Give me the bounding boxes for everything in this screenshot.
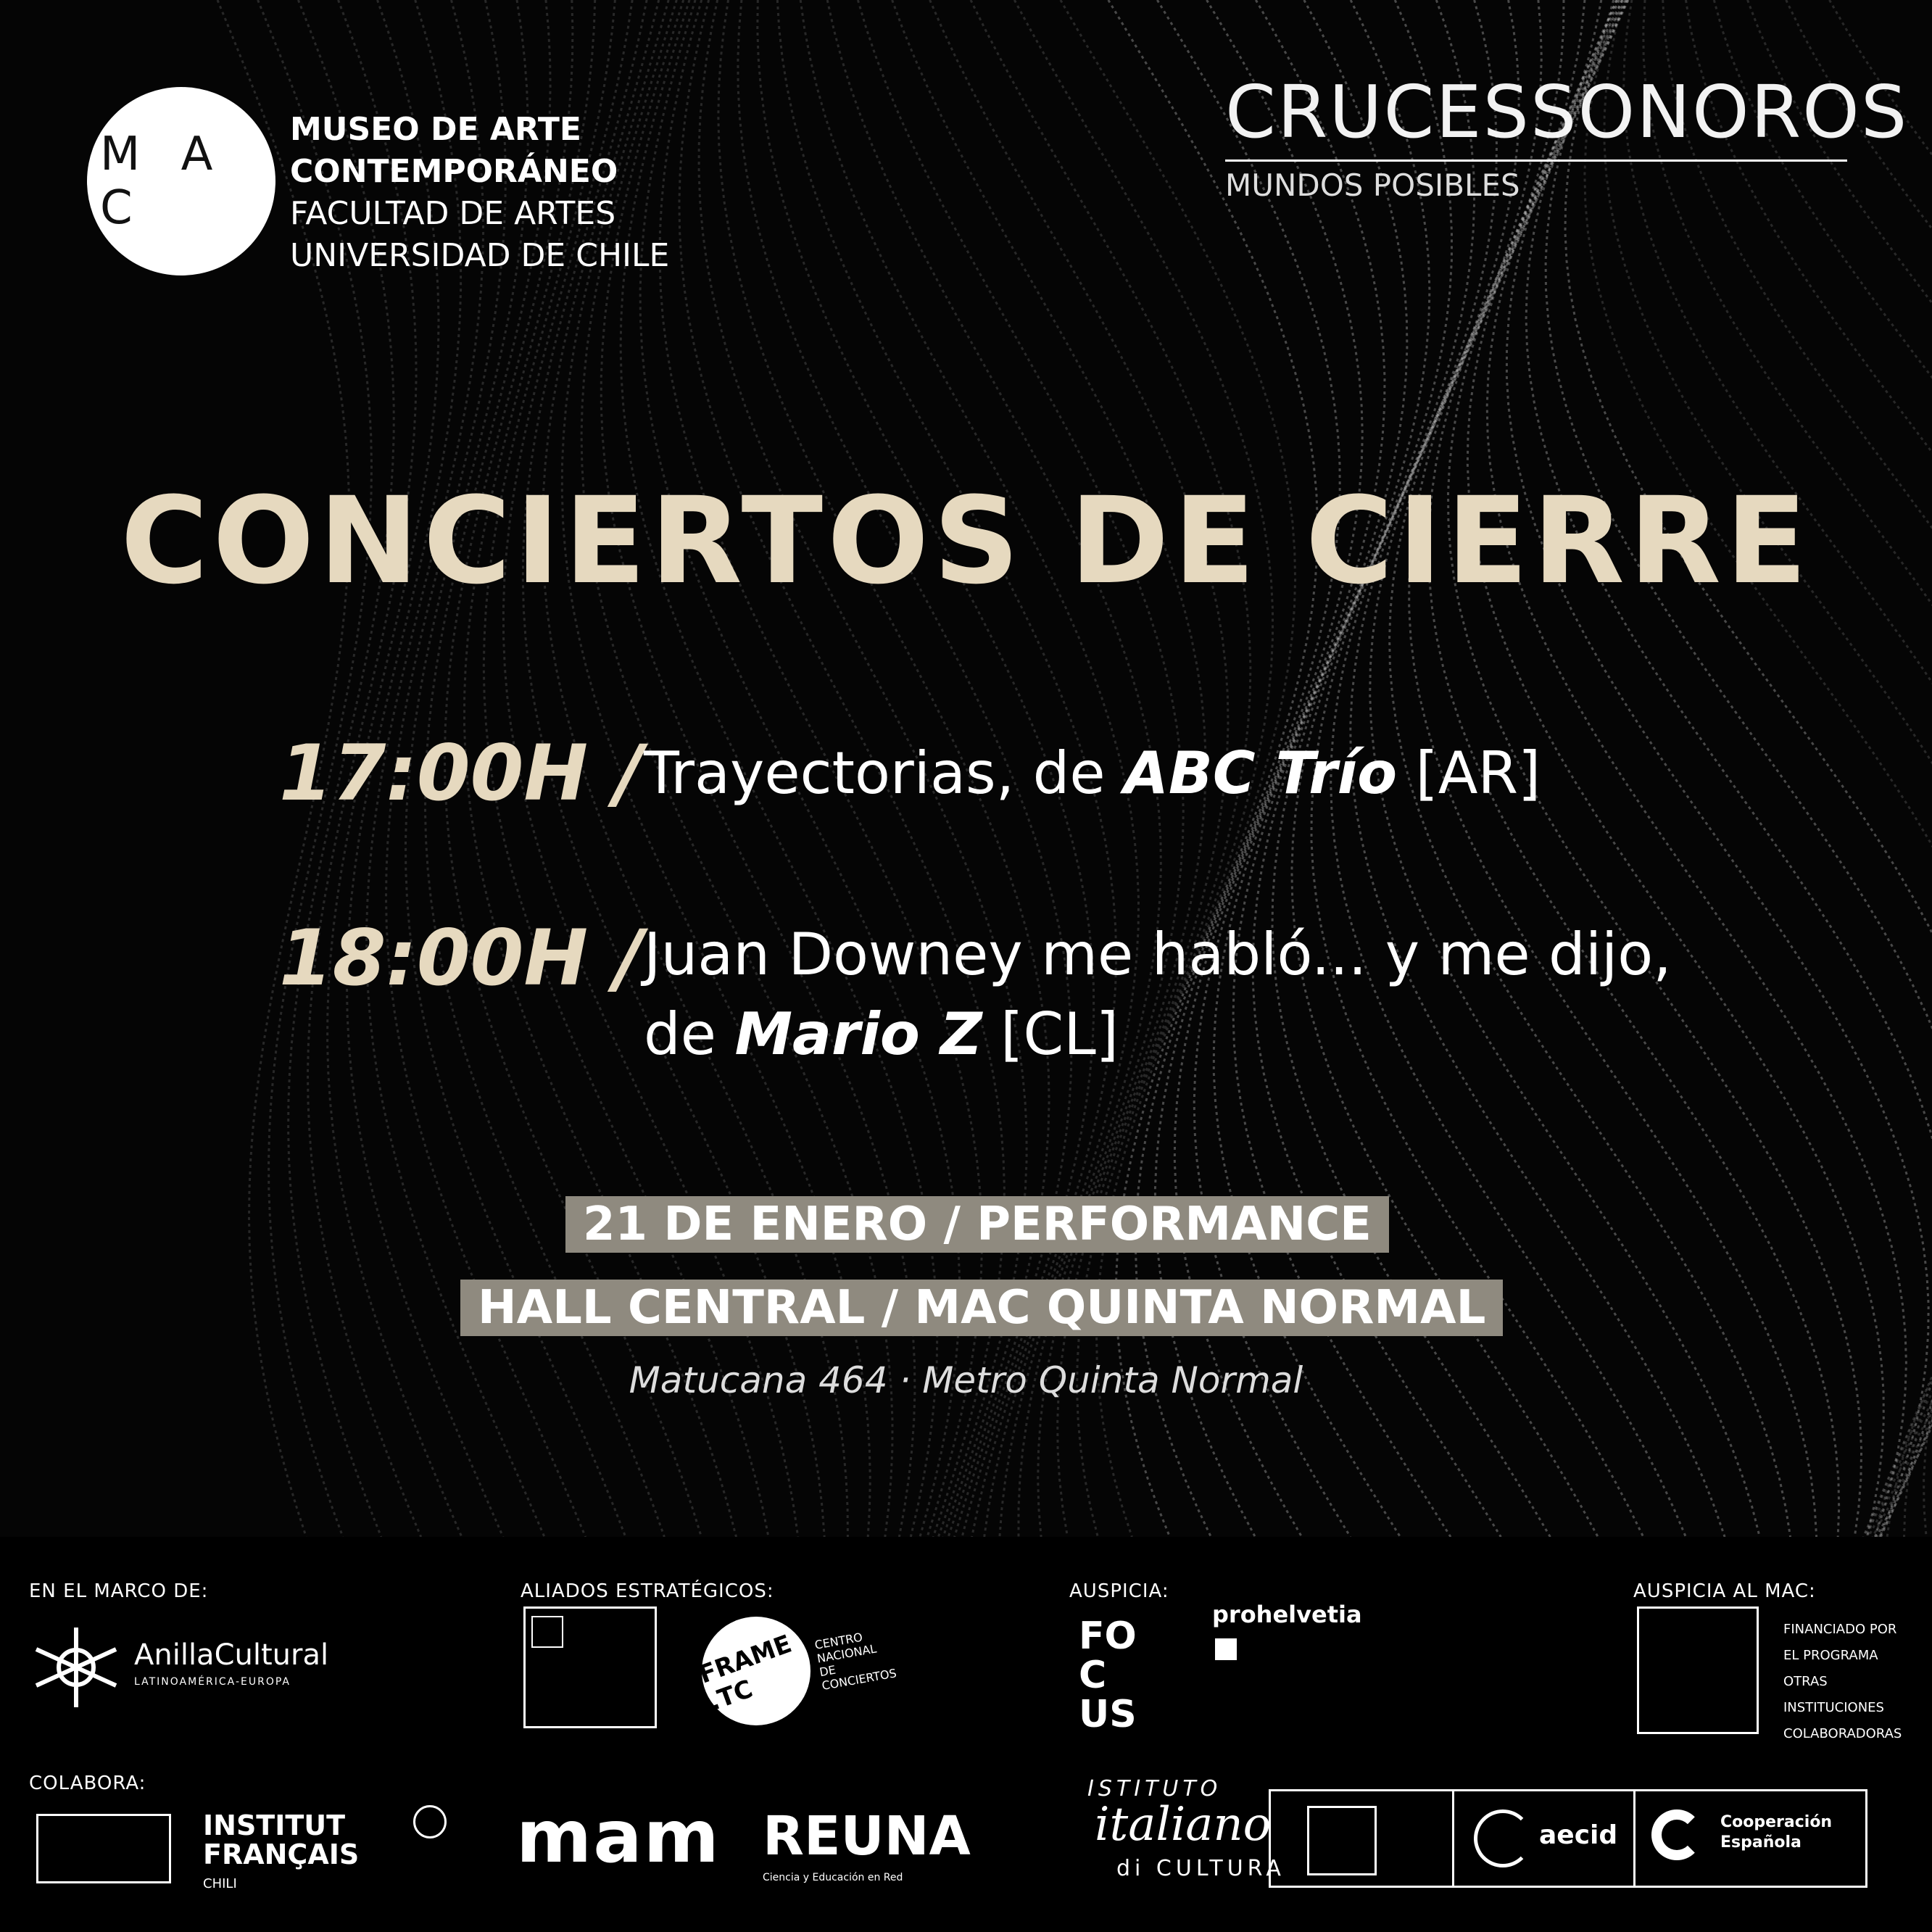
embassy-icon [413,1805,447,1838]
museum-line2: CONTEMPORÁNEO [290,153,618,190]
museum-line3: FACULTAD DE ARTES [290,195,616,232]
program-artist-1: ABC Trío [1124,739,1398,807]
wave-line [1546,0,1932,1537]
wave-line [1714,0,1932,1537]
anilla-logo: AnillaCultural [134,1638,329,1672]
republique-logo [36,1814,171,1883]
snowflake-icon [29,1624,123,1711]
gov-chile-logo [523,1606,657,1728]
coop-line2: Española [1720,1833,1802,1852]
institut-sub: CHILI [203,1876,237,1891]
museum-line4: UNIVERSIDAD DE CHILE [290,237,670,274]
focus-logo: FOCUS [1079,1614,1137,1736]
sponsor-head-mac: AUSPICIA AL MAC: [1633,1580,1816,1602]
anilla-sub: LATINOAMÉRICA-EUROPA [134,1676,291,1688]
prohelvetia-logo: prohelvetia [1212,1601,1362,1628]
sponsor-head-aliados: ALIADOS ESTRATÉGICOS: [521,1580,774,1602]
festival-title: CRUCESSONOROS [1225,70,1909,154]
museum-line1: MUSEO DE ARTE [290,111,581,148]
swiss-cross-icon [1215,1638,1237,1660]
sponsors-bar [0,1537,1932,1932]
divider [1633,1791,1635,1886]
cooperacion-icon [1651,1809,1702,1860]
wave-line [1565,0,1932,1537]
mam-logo: mam [516,1794,721,1879]
wave-line [1506,0,1928,1537]
date-label: 21 DE ENERO / PERFORMANCE [565,1196,1389,1253]
wave-line [1830,0,1932,1537]
frame-side: CENTRO NACIONAL DE CONCIERTOS [813,1630,898,1693]
program-post-1: [AR] [1397,739,1541,807]
italiano-line3: di CULTURA [1116,1856,1285,1881]
aecid-icon [1474,1809,1532,1867]
program-post-2: [CL] [982,1000,1119,1068]
aecid-logo: aecid [1539,1820,1618,1850]
page-title: CONCIERTOS DE CIERRE [120,471,1812,610]
institut-logo: INSTITUT FRANÇAIS [203,1809,360,1870]
frame-logo [695,1617,810,1725]
italiano-line2: italiano [1095,1798,1272,1852]
festival-subtitle: MUNDOS POSIBLES [1225,167,1520,203]
sponsor-head-marco: EN EL MARCO DE: [29,1580,209,1602]
program-time-1: 17:00H / [279,729,643,818]
frame-logo-text: FRAME .TC [695,1629,796,1717]
spain-arms-icon [1307,1806,1377,1875]
mac-support-text: FINANCIADO POR EL PROGRAMA OTRAS INSTITUCIONES COLABORADORAS [1783,1622,1902,1741]
wave-line [1604,0,1932,1537]
mac-logo-text: M A C [100,128,226,235]
mac-logo [87,87,275,275]
wave-line [1487,0,1906,1537]
wave-line [1624,0,1932,1537]
program-pre-1: Trayectorias, de [644,739,1124,807]
program-pre-2: de [644,1000,735,1068]
coop-line1: Cooperación [1720,1813,1833,1831]
program-time-2: 18:00H / [279,913,643,1003]
program-desc-2 [644,915,1672,1074]
wave-line [1643,0,1932,1537]
gov-chile-logo-2 [1637,1606,1759,1734]
museum-name [290,109,669,277]
sponsor-head-auspicia: AUSPICIA: [1069,1580,1169,1602]
program-desc-1 [644,734,1541,813]
wave-line [1585,0,1932,1537]
wave-line [1786,0,1932,1537]
divider [1452,1791,1454,1886]
program-artist-2: Mario Z [734,1000,982,1068]
sponsor-head-colabora: COLABORA: [29,1773,146,1794]
wave-line [1686,0,1932,1537]
spain-logos [1269,1789,1867,1888]
festival-rule [1225,159,1847,162]
address: Matucana 464 · Metro Quinta Normal [629,1359,1303,1401]
reuna-sub: Ciencia y Educación en Red [763,1872,903,1883]
italiano-line1: ISTITUTO [1087,1776,1222,1802]
festival-logo [1225,70,1909,203]
wave-line [1663,0,1932,1537]
reuna-logo: REUNA [763,1805,971,1867]
program-line-2: Juan Downey me habló... y me dijo, [644,921,1672,988]
coat-of-arms-icon [531,1616,563,1648]
venue-label: HALL CENTRAL / MAC QUINTA NORMAL [460,1280,1503,1336]
